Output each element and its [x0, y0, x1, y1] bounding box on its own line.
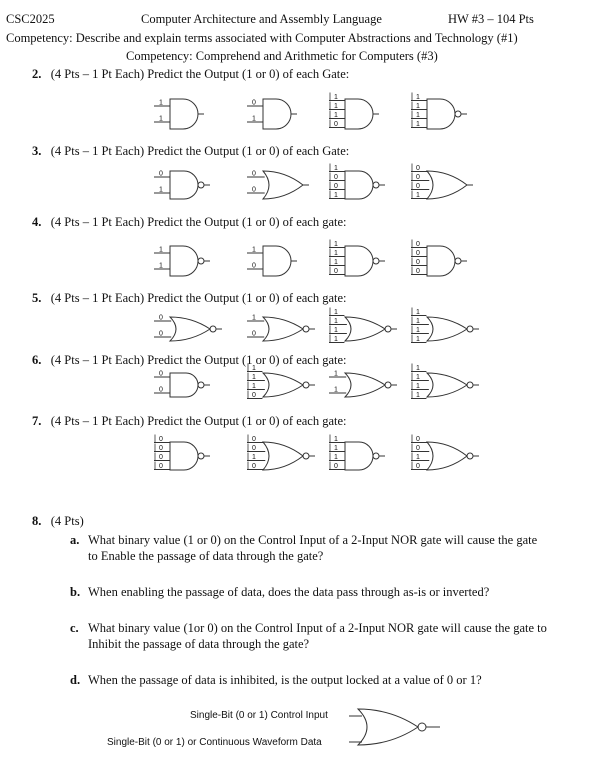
q7-gate-2-nor-bubble	[303, 453, 309, 459]
course-code: CSC2025	[6, 12, 55, 26]
q6-gate-3-nor-input-label: 1	[334, 370, 338, 378]
question-points: (4 Pts)	[50, 514, 84, 528]
question-text: (4 Pts – 1 Pt Each) Predict the Output (1 or 0) of each gate:	[50, 291, 347, 305]
q2-gate-2-and-input-label: 1	[252, 115, 256, 123]
q7-gate-1-nand-input-label: 0	[159, 463, 163, 470]
q5-gate-2-nor-body	[263, 317, 303, 341]
q7-gate-1-nand-input-label: 0	[159, 454, 163, 461]
q4-gate-3-nand-input-label: 1	[334, 259, 338, 266]
q7-gate-2-nor-input-label: 0	[252, 445, 256, 452]
q4-gate-2-and-input-label: 1	[252, 246, 256, 254]
q7-gate-2-nor-body	[263, 442, 303, 470]
q5-gate-1-nor-input-label: 0	[159, 330, 163, 338]
q7-gate-2-nor-input-label: 1	[252, 454, 256, 461]
q3-gate-4-or-input-label: 0	[416, 165, 420, 172]
question-text: (4 Pts – 1 Pt Each) Predict the Output (1 or 0) of each Gate:	[50, 144, 350, 158]
part-text-line2: to Enable the passage of data through the gate?	[88, 549, 324, 563]
q4-gate-3-nand-input-label: 1	[334, 250, 338, 257]
q7-gate-4-nor-body	[427, 442, 467, 470]
question-number: 8.	[32, 514, 42, 528]
question-number: 3.	[32, 144, 42, 158]
q4-gate-4-nand-input-label: 0	[416, 241, 420, 248]
question-text: (4 Pts – 1 Pt Each) Predict the Output (1 or 0) of each gate:	[50, 215, 347, 229]
q5-gate-4-nor-input-label: 1	[416, 327, 420, 334]
question-number: 7.	[32, 414, 42, 428]
competency-2: Competency: Comprehend and Arithmetic for Computers (#3)	[126, 49, 438, 63]
q6-gate-4-nor-input-label: 1	[416, 392, 420, 399]
q3-gate-1-nand-body	[170, 171, 198, 199]
q6-gate-4-nor-body	[427, 373, 467, 397]
q4-gate-1-nand-input-label: 1	[159, 262, 163, 270]
q2-gate-4-nand-input-label: 1	[416, 103, 420, 110]
q6-gate-2-nor-input-label: 1	[252, 365, 256, 372]
question-number: 2.	[32, 67, 42, 81]
q3-gate-4-or-input-label: 0	[416, 174, 420, 181]
q6-gate-2-nor-input-label: 1	[252, 374, 256, 381]
q8-nor-gate-bubble	[418, 723, 426, 731]
q5-gate-2-nor-input-label: 1	[252, 314, 256, 322]
q2-gate-4-nand-input-label: 1	[416, 121, 420, 128]
hw-label: HW #3 – 104 Pts	[448, 12, 534, 26]
q7-gate-3-nand-input-label: 1	[334, 445, 338, 452]
q5-gate-4-nor-input-label: 1	[416, 309, 420, 316]
q3-gate-1-nand-input-label: 1	[159, 186, 163, 194]
q4-gate-2-and-body	[263, 246, 291, 276]
part-text-line1: When the passage of data is inhibited, is the output locked at a value of 0 or 1?	[88, 673, 482, 687]
q6-gate-1-nand-input-label: 0	[159, 370, 163, 378]
q5-gate-2-nor-input-label: 0	[252, 330, 256, 338]
q2-gate-1-and-input-label: 1	[159, 99, 163, 107]
q3-gate-3-nand-input-label: 0	[334, 183, 338, 190]
q7-gate-1-nand-bubble	[198, 453, 204, 459]
q7-gate-1-nand-body	[170, 442, 198, 470]
q5-gate-4-nor-input-label: 1	[416, 336, 420, 343]
q3-gate-4-or-input-label: 0	[416, 183, 420, 190]
question-text: (4 Pts – 1 Pt Each) Predict the Output (1 or 0) of each Gate:	[50, 67, 350, 81]
q6-gate-1-nand-body	[170, 373, 198, 397]
q4-gate-4-nand-input-label: 0	[416, 268, 420, 275]
q7-gate-1-nand-input-label: 0	[159, 445, 163, 452]
q5-gate-1-nor-input-label: 0	[159, 314, 163, 322]
q7-gate-3-nand-input-label: 0	[334, 463, 338, 470]
question-number: 4.	[32, 215, 42, 229]
part-letter: b.	[70, 585, 81, 599]
part-letter: a.	[70, 533, 80, 547]
q7-gate-3-nand-input-label: 1	[334, 436, 338, 443]
q3-gate-3-nand-bubble	[373, 182, 379, 188]
part-text-line1: When enabling the passage of data, does the data pass through as-is or inverted?	[88, 585, 490, 599]
q6-gate-4-nor-input-label: 1	[416, 365, 420, 372]
q5-gate-4-nor-body	[427, 317, 467, 341]
q7-gate-2-nor-input-label: 0	[252, 436, 256, 443]
q7-gate-4-nor-input-label: 0	[416, 436, 420, 443]
q4-gate-3-nand-input-label: 0	[334, 268, 338, 275]
competency-1: Competency: Describe and explain terms associated with Computer Abstractions and Technology (#1)	[6, 31, 518, 45]
q3-gate-1-nand-input-label: 0	[159, 170, 163, 178]
q2-gate-2-and-input-label: 0	[252, 99, 256, 107]
q4-gate-4-nand-body	[427, 246, 455, 276]
question-number: 6.	[32, 353, 42, 367]
q4-gate-3-nand-body	[345, 246, 373, 276]
q7-gate-4-nor-input-label: 0	[416, 445, 420, 452]
q2-gate-4-nand-input-label: 1	[416, 94, 420, 101]
q4-gate-4-nand-bubble	[455, 258, 461, 264]
q2-gate-4-nand-bubble	[455, 111, 461, 117]
q4-gate-1-nand-bubble	[198, 258, 204, 264]
part-letter: d.	[70, 673, 81, 687]
q3-gate-4-or-body	[427, 171, 467, 199]
q3-gate-3-nand-input-label: 1	[334, 165, 338, 172]
q2-gate-1-and-body	[170, 99, 198, 129]
part-text-line1: What binary value (1 or 0) on the Control Input of a 2-Input NOR gate will cause the gate	[88, 533, 538, 547]
q6-gate-3-nor-input-label: 1	[334, 386, 338, 394]
q5-gate-3-nor-input-label: 1	[334, 318, 338, 325]
q3-gate-3-nand-input-label: 0	[334, 174, 338, 181]
q6-gate-4-nor-input-label: 1	[416, 383, 420, 390]
q5-gate-3-nor-body	[345, 317, 385, 341]
q2-gate-4-nand-body	[427, 99, 455, 129]
q2-gate-2-and-body	[263, 99, 291, 129]
part-text-line1: What binary value (1or 0) on the Control Input of a 2-Input NOR gate will cause the gate to	[88, 621, 547, 635]
q2-gate-1-and-input-label: 1	[159, 115, 163, 123]
q4-gate-4-nand-input-label: 0	[416, 259, 420, 266]
q7-gate-3-nand-bubble	[373, 453, 379, 459]
data-input-label: Single-Bit (0 or 1) or Continuous Waveform Data	[107, 737, 322, 748]
q5-gate-3-nor-input-label: 1	[334, 309, 338, 316]
q2-gate-4-nand-input-label: 1	[416, 112, 420, 119]
question-number: 5.	[32, 291, 42, 305]
q7-gate-4-nor-bubble	[467, 453, 473, 459]
q4-gate-1-nand-body	[170, 246, 198, 276]
q2-gate-3-and-input-label: 0	[334, 121, 338, 128]
q6-gate-2-nor-body	[263, 373, 303, 397]
q2-gate-3-and-input-label: 1	[334, 103, 338, 110]
q2-gate-3-and-body	[345, 99, 373, 129]
q4-gate-3-nand-input-label: 1	[334, 241, 338, 248]
q5-gate-3-nor-input-label: 1	[334, 336, 338, 343]
q5-gate-4-nor-input-label: 1	[416, 318, 420, 325]
q3-gate-4-or-input-label: 1	[416, 192, 420, 199]
q4-gate-1-nand-input-label: 1	[159, 246, 163, 254]
q3-gate-2-or-body	[263, 171, 303, 199]
q3-gate-3-nand-body	[345, 171, 373, 199]
question-text: (4 Pts – 1 Pt Each) Predict the Output (1 or 0) of each gate:	[50, 414, 347, 428]
q7-gate-4-nor-input-label: 0	[416, 463, 420, 470]
q2-gate-3-and-input-label: 1	[334, 94, 338, 101]
q7-gate-2-nor-input-label: 0	[252, 463, 256, 470]
q5-gate-3-nor-input-label: 1	[334, 327, 338, 334]
course-title: Computer Architecture and Assembly Language	[141, 12, 382, 26]
q6-gate-1-nand-bubble	[198, 382, 204, 388]
q3-gate-1-nand-bubble	[198, 182, 204, 188]
q3-gate-3-nand-input-label: 1	[334, 192, 338, 199]
q8-nor-gate-body	[358, 709, 418, 745]
q5-gate-1-nor-body	[170, 317, 210, 341]
question-text: (4 Pts – 1 Pt Each) Predict the Output (1 or 0) of each gate:	[50, 353, 347, 367]
q6-gate-3-nor-body	[345, 373, 385, 397]
q6-gate-2-nor-input-label: 0	[252, 392, 256, 399]
q4-gate-2-and-input-label: 0	[252, 262, 256, 270]
q2-gate-3-and-input-label: 1	[334, 112, 338, 119]
q4-gate-3-nand-bubble	[373, 258, 379, 264]
q6-gate-4-nor-input-label: 1	[416, 374, 420, 381]
part-text-line2: Inhibit the passage of data through the gate?	[88, 637, 310, 651]
q7-gate-1-nand-input-label: 0	[159, 436, 163, 443]
part-letter: c.	[70, 621, 79, 635]
q3-gate-2-or-input-label: 0	[252, 170, 256, 178]
q7-gate-3-nand-body	[345, 442, 373, 470]
control-input-label: Single-Bit (0 or 1) Control Input	[190, 710, 328, 721]
q6-gate-2-nor-input-label: 1	[252, 383, 256, 390]
q6-gate-1-nand-input-label: 0	[159, 386, 163, 394]
q7-gate-3-nand-input-label: 1	[334, 454, 338, 461]
q7-gate-4-nor-input-label: 1	[416, 454, 420, 461]
q3-gate-2-or-input-label: 0	[252, 186, 256, 194]
q4-gate-4-nand-input-label: 0	[416, 250, 420, 257]
